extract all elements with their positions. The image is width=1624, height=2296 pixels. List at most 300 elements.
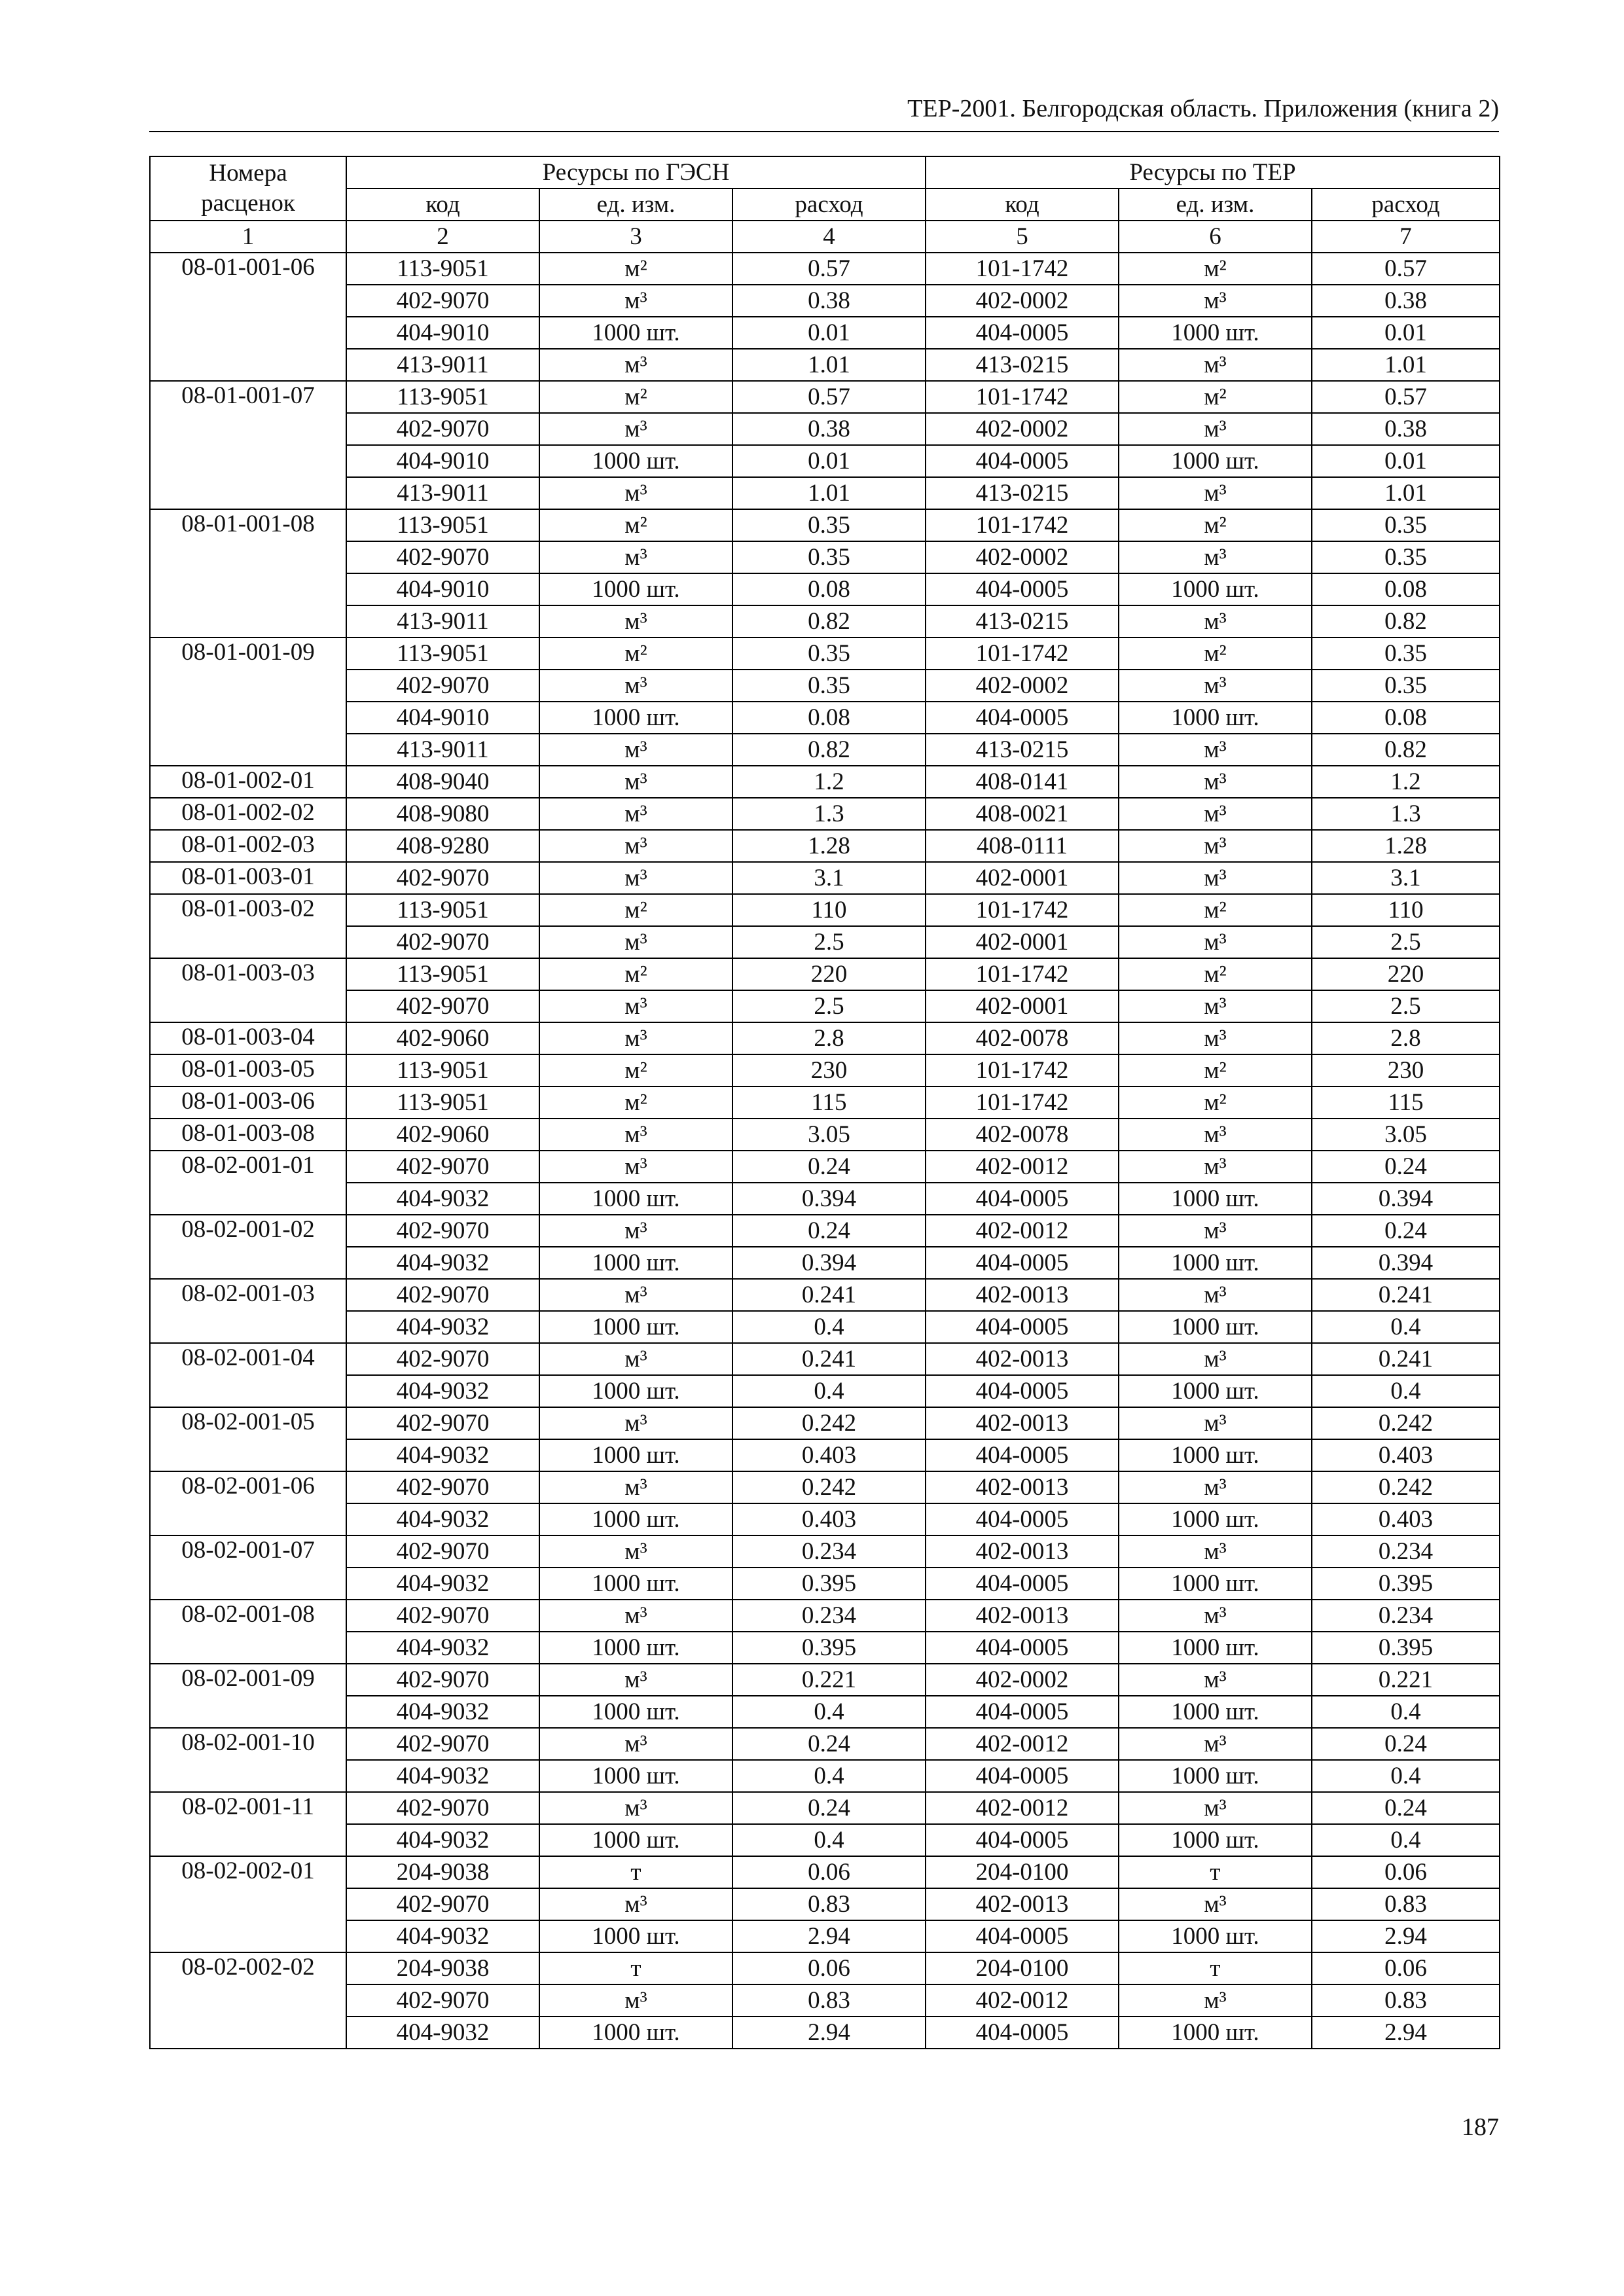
ter-amount-cell: 0.08 bbox=[1312, 573, 1500, 605]
gesn-unit-cell: м³ bbox=[539, 1984, 732, 2017]
ter-code-cell: 413-0215 bbox=[926, 734, 1119, 766]
header-col-number: 6 bbox=[1119, 221, 1312, 253]
table-row bbox=[150, 958, 1500, 990]
gesn-unit-cell: 1000 шт. bbox=[539, 1247, 732, 1279]
ter-unit-cell: м³ bbox=[1119, 798, 1312, 830]
gesn-amount-cell: 0.395 bbox=[732, 1568, 926, 1600]
gesn-amount-cell: 0.4 bbox=[732, 1760, 926, 1792]
gesn-unit-cell: 1000 шт. bbox=[539, 702, 732, 734]
gesn-unit-cell: м³ bbox=[539, 1279, 732, 1311]
ter-unit-cell: м² bbox=[1119, 894, 1312, 926]
gesn-code-cell: 402-9070 bbox=[346, 1600, 539, 1632]
ter-code-cell: 101-1742 bbox=[926, 253, 1119, 285]
gesn-amount-cell: 0.82 bbox=[732, 734, 926, 766]
gesn-amount-cell: 0.4 bbox=[732, 1696, 926, 1728]
ter-amount-cell: 2.94 bbox=[1312, 2017, 1500, 2049]
ter-amount-cell: 0.4 bbox=[1312, 1760, 1500, 1792]
gesn-unit-cell: 1000 шт. bbox=[539, 1824, 732, 1856]
rate-code-cell: 08-01-001-08 bbox=[150, 509, 346, 637]
header-ter-unit: ед. изм. bbox=[1119, 188, 1312, 221]
gesn-amount-cell: 0.06 bbox=[732, 1856, 926, 1888]
header-gesn-amount: расход bbox=[732, 188, 926, 221]
ter-unit-cell: м³ bbox=[1119, 541, 1312, 573]
ter-code-cell: 101-1742 bbox=[926, 637, 1119, 670]
ter-code-cell: 404-0005 bbox=[926, 1247, 1119, 1279]
ter-unit-cell: м³ bbox=[1119, 862, 1312, 894]
ter-amount-cell: 0.57 bbox=[1312, 253, 1500, 285]
rate-code-cell: 08-02-001-08 bbox=[150, 1600, 346, 1664]
ter-unit-cell: 1000 шт. bbox=[1119, 1632, 1312, 1664]
gesn-code-cell: 402-9070 bbox=[346, 862, 539, 894]
table-row bbox=[150, 285, 1500, 317]
ter-code-cell: 408-0141 bbox=[926, 766, 1119, 798]
table-row bbox=[150, 766, 1500, 798]
gesn-code-cell: 402-9070 bbox=[346, 1343, 539, 1375]
rate-code-cell: 08-01-003-01 bbox=[150, 862, 346, 894]
table-row bbox=[150, 702, 1500, 734]
table-row bbox=[150, 862, 1500, 894]
ter-code-cell: 404-0005 bbox=[926, 573, 1119, 605]
ter-amount-cell: 0.234 bbox=[1312, 1535, 1500, 1568]
ter-amount-cell: 0.06 bbox=[1312, 1952, 1500, 1984]
ter-code-cell: 404-0005 bbox=[926, 1696, 1119, 1728]
gesn-code-cell: 408-9040 bbox=[346, 766, 539, 798]
ter-unit-cell: м² bbox=[1119, 1054, 1312, 1086]
ter-code-cell: 402-0002 bbox=[926, 670, 1119, 702]
ter-unit-cell: м³ bbox=[1119, 605, 1312, 637]
gesn-unit-cell: м³ bbox=[539, 1471, 732, 1503]
gesn-unit-cell: 1000 шт. bbox=[539, 1311, 732, 1343]
table-row bbox=[150, 1856, 1500, 1888]
gesn-code-cell: 404-9032 bbox=[346, 1632, 539, 1664]
gesn-code-cell: 404-9032 bbox=[346, 1375, 539, 1407]
ter-unit-cell: м³ bbox=[1119, 1600, 1312, 1632]
ter-unit-cell: 1000 шт. bbox=[1119, 2017, 1312, 2049]
gesn-unit-cell: 1000 шт. bbox=[539, 1920, 732, 1952]
gesn-amount-cell: 0.234 bbox=[732, 1600, 926, 1632]
gesn-amount-cell: 0.24 bbox=[732, 1215, 926, 1247]
gesn-code-cell: 402-9070 bbox=[346, 1664, 539, 1696]
ter-amount-cell: 1.28 bbox=[1312, 830, 1500, 862]
gesn-amount-cell: 0.35 bbox=[732, 509, 926, 541]
gesn-amount-cell: 115 bbox=[732, 1086, 926, 1119]
ter-amount-cell: 0.35 bbox=[1312, 670, 1500, 702]
ter-unit-cell: т bbox=[1119, 1856, 1312, 1888]
ter-amount-cell: 3.05 bbox=[1312, 1119, 1500, 1151]
gesn-unit-cell: м³ bbox=[539, 926, 732, 958]
gesn-code-cell: 402-9070 bbox=[346, 1888, 539, 1920]
gesn-amount-cell: 1.01 bbox=[732, 477, 926, 509]
gesn-code-cell: 413-9011 bbox=[346, 605, 539, 637]
gesn-amount-cell: 0.57 bbox=[732, 381, 926, 413]
table-row bbox=[150, 1952, 1500, 1984]
ter-code-cell: 404-0005 bbox=[926, 1183, 1119, 1215]
ter-code-cell: 402-0001 bbox=[926, 990, 1119, 1022]
gesn-code-cell: 113-9051 bbox=[346, 637, 539, 670]
table-row bbox=[150, 1824, 1500, 1856]
ter-code-cell: 402-0013 bbox=[926, 1888, 1119, 1920]
ter-unit-cell: м³ bbox=[1119, 477, 1312, 509]
ter-code-cell: 101-1742 bbox=[926, 1054, 1119, 1086]
gesn-unit-cell: 1000 шт. bbox=[539, 1760, 732, 1792]
ter-code-cell: 204-0100 bbox=[926, 1952, 1119, 1984]
gesn-amount-cell: 0.01 bbox=[732, 317, 926, 349]
ter-code-cell: 404-0005 bbox=[926, 1311, 1119, 1343]
ter-code-cell: 408-0021 bbox=[926, 798, 1119, 830]
ter-amount-cell: 0.35 bbox=[1312, 509, 1500, 541]
table-row bbox=[150, 1760, 1500, 1792]
gesn-amount-cell: 0.57 bbox=[732, 253, 926, 285]
table-row bbox=[150, 1696, 1500, 1728]
gesn-unit-cell: м³ bbox=[539, 1600, 732, 1632]
ter-code-cell: 402-0012 bbox=[926, 1151, 1119, 1183]
ter-code-cell: 101-1742 bbox=[926, 1086, 1119, 1119]
ter-unit-cell: м² bbox=[1119, 637, 1312, 670]
ter-amount-cell: 2.5 bbox=[1312, 990, 1500, 1022]
ter-amount-cell: 0.4 bbox=[1312, 1311, 1500, 1343]
gesn-code-cell: 402-9070 bbox=[346, 1792, 539, 1824]
ter-unit-cell: м³ bbox=[1119, 670, 1312, 702]
ter-unit-cell: м³ bbox=[1119, 1119, 1312, 1151]
gesn-code-cell: 404-9032 bbox=[346, 1183, 539, 1215]
table-row bbox=[150, 1600, 1500, 1632]
gesn-amount-cell: 1.3 bbox=[732, 798, 926, 830]
table-row bbox=[150, 637, 1500, 670]
ter-amount-cell: 1.2 bbox=[1312, 766, 1500, 798]
rate-code-cell: 08-02-002-01 bbox=[150, 1856, 346, 1952]
table-row bbox=[150, 1375, 1500, 1407]
rate-code-cell: 08-01-003-05 bbox=[150, 1054, 346, 1086]
gesn-amount-cell: 0.35 bbox=[732, 637, 926, 670]
ter-code-cell: 101-1742 bbox=[926, 958, 1119, 990]
table-row bbox=[150, 1215, 1500, 1247]
gesn-unit-cell: м³ bbox=[539, 1119, 732, 1151]
gesn-amount-cell: 0.24 bbox=[732, 1728, 926, 1760]
ter-unit-cell: 1000 шт. bbox=[1119, 702, 1312, 734]
header-col-number: 1 bbox=[150, 221, 346, 253]
gesn-code-cell: 402-9060 bbox=[346, 1022, 539, 1054]
gesn-amount-cell: 0.4 bbox=[732, 1375, 926, 1407]
table-row bbox=[150, 349, 1500, 381]
ter-unit-cell: 1000 шт. bbox=[1119, 1311, 1312, 1343]
gesn-code-cell: 402-9070 bbox=[346, 1471, 539, 1503]
table-row bbox=[150, 926, 1500, 958]
gesn-amount-cell: 1.28 bbox=[732, 830, 926, 862]
gesn-amount-cell: 2.8 bbox=[732, 1022, 926, 1054]
rate-code-cell: 08-01-003-03 bbox=[150, 958, 346, 1022]
ter-code-cell: 404-0005 bbox=[926, 1439, 1119, 1471]
header-rate-numbers: Номера расценок bbox=[150, 156, 346, 221]
gesn-amount-cell: 2.5 bbox=[732, 926, 926, 958]
ter-amount-cell: 2.5 bbox=[1312, 926, 1500, 958]
ter-unit-cell: м² bbox=[1119, 253, 1312, 285]
gesn-unit-cell: м² bbox=[539, 381, 732, 413]
ter-unit-cell: 1000 шт. bbox=[1119, 573, 1312, 605]
ter-unit-cell: м² bbox=[1119, 1086, 1312, 1119]
header-ter-amount: расход bbox=[1312, 188, 1500, 221]
table-row bbox=[150, 894, 1500, 926]
rate-code-cell: 08-02-001-09 bbox=[150, 1664, 346, 1728]
table-row bbox=[150, 381, 1500, 413]
ter-amount-cell: 0.4 bbox=[1312, 1824, 1500, 1856]
gesn-code-cell: 413-9011 bbox=[346, 477, 539, 509]
gesn-code-cell: 402-9070 bbox=[346, 1407, 539, 1439]
ter-unit-cell: м³ bbox=[1119, 1343, 1312, 1375]
table-row bbox=[150, 1086, 1500, 1119]
table-row bbox=[150, 1054, 1500, 1086]
ter-unit-cell: 1000 шт. bbox=[1119, 1696, 1312, 1728]
gesn-unit-cell: м³ bbox=[539, 349, 732, 381]
ter-code-cell: 402-0013 bbox=[926, 1535, 1119, 1568]
gesn-amount-cell: 3.05 bbox=[732, 1119, 926, 1151]
gesn-code-cell: 402-9060 bbox=[346, 1119, 539, 1151]
gesn-unit-cell: м² bbox=[539, 509, 732, 541]
gesn-amount-cell: 1.2 bbox=[732, 766, 926, 798]
table-row bbox=[150, 1343, 1500, 1375]
table-row bbox=[150, 1183, 1500, 1215]
gesn-unit-cell: м² bbox=[539, 958, 732, 990]
table-row bbox=[150, 798, 1500, 830]
gesn-code-cell: 408-9080 bbox=[346, 798, 539, 830]
gesn-unit-cell: м² bbox=[539, 1054, 732, 1086]
gesn-code-cell: 404-9032 bbox=[346, 1824, 539, 1856]
gesn-amount-cell: 0.24 bbox=[732, 1792, 926, 1824]
ter-amount-cell: 0.242 bbox=[1312, 1407, 1500, 1439]
ter-unit-cell: м³ bbox=[1119, 766, 1312, 798]
gesn-code-cell: 402-9070 bbox=[346, 1151, 539, 1183]
ter-code-cell: 101-1742 bbox=[926, 894, 1119, 926]
gesn-amount-cell: 0.241 bbox=[732, 1343, 926, 1375]
gesn-code-cell: 402-9070 bbox=[346, 285, 539, 317]
ter-amount-cell: 1.01 bbox=[1312, 477, 1500, 509]
table-row bbox=[150, 1728, 1500, 1760]
table-row bbox=[150, 1439, 1500, 1471]
table-row bbox=[150, 445, 1500, 477]
ter-code-cell: 402-0013 bbox=[926, 1600, 1119, 1632]
ter-amount-cell: 110 bbox=[1312, 894, 1500, 926]
ter-code-cell: 404-0005 bbox=[926, 317, 1119, 349]
header-col-number: 5 bbox=[926, 221, 1119, 253]
ter-unit-cell: м³ bbox=[1119, 285, 1312, 317]
gesn-unit-cell: 1000 шт. bbox=[539, 1503, 732, 1535]
gesn-amount-cell: 110 bbox=[732, 894, 926, 926]
ter-unit-cell: м³ bbox=[1119, 926, 1312, 958]
gesn-code-cell: 113-9051 bbox=[346, 1086, 539, 1119]
table-row bbox=[150, 253, 1500, 285]
gesn-amount-cell: 0.08 bbox=[732, 702, 926, 734]
ter-code-cell: 402-0078 bbox=[926, 1119, 1119, 1151]
gesn-code-cell: 404-9010 bbox=[346, 445, 539, 477]
gesn-unit-cell: м³ bbox=[539, 477, 732, 509]
ter-unit-cell: м² bbox=[1119, 958, 1312, 990]
gesn-amount-cell: 3.1 bbox=[732, 862, 926, 894]
ter-unit-cell: м³ bbox=[1119, 1984, 1312, 2017]
ter-unit-cell: 1000 шт. bbox=[1119, 1247, 1312, 1279]
ter-code-cell: 402-0002 bbox=[926, 413, 1119, 445]
ter-code-cell: 402-0012 bbox=[926, 1792, 1119, 1824]
gesn-code-cell: 113-9051 bbox=[346, 509, 539, 541]
ter-unit-cell: м³ bbox=[1119, 1664, 1312, 1696]
ter-amount-cell: 1.01 bbox=[1312, 349, 1500, 381]
ter-amount-cell: 0.57 bbox=[1312, 381, 1500, 413]
ter-amount-cell: 0.24 bbox=[1312, 1728, 1500, 1760]
ter-unit-cell: 1000 шт. bbox=[1119, 445, 1312, 477]
ter-code-cell: 101-1742 bbox=[926, 381, 1119, 413]
ter-code-cell: 402-0002 bbox=[926, 285, 1119, 317]
gesn-unit-cell: т bbox=[539, 1952, 732, 1984]
page-number: 187 bbox=[1462, 2113, 1499, 2141]
gesn-unit-cell: 1000 шт. bbox=[539, 1439, 732, 1471]
header-gesn-code: код bbox=[346, 188, 539, 221]
ter-code-cell: 404-0005 bbox=[926, 1632, 1119, 1664]
table-row bbox=[150, 1503, 1500, 1535]
ter-amount-cell: 0.395 bbox=[1312, 1568, 1500, 1600]
ter-amount-cell: 0.24 bbox=[1312, 1151, 1500, 1183]
gesn-unit-cell: м³ bbox=[539, 990, 732, 1022]
ter-code-cell: 402-0002 bbox=[926, 1664, 1119, 1696]
gesn-amount-cell: 0.4 bbox=[732, 1824, 926, 1856]
ter-amount-cell: 0.403 bbox=[1312, 1503, 1500, 1535]
running-header bbox=[149, 93, 1499, 132]
gesn-code-cell: 404-9032 bbox=[346, 2017, 539, 2049]
gesn-code-cell: 402-9070 bbox=[346, 1984, 539, 2017]
ter-code-cell: 404-0005 bbox=[926, 2017, 1119, 2049]
rate-code-cell: 08-02-001-05 bbox=[150, 1407, 346, 1471]
rate-code-cell: 08-01-003-08 bbox=[150, 1119, 346, 1151]
table-row bbox=[150, 509, 1500, 541]
table-row bbox=[150, 1984, 1500, 2017]
gesn-unit-cell: м³ bbox=[539, 605, 732, 637]
gesn-unit-cell: 1000 шт. bbox=[539, 445, 732, 477]
gesn-unit-cell: м³ bbox=[539, 1343, 732, 1375]
rate-code-cell: 08-01-003-06 bbox=[150, 1086, 346, 1119]
gesn-amount-cell: 0.35 bbox=[732, 541, 926, 573]
gesn-amount-cell: 0.242 bbox=[732, 1407, 926, 1439]
ter-unit-cell: м³ bbox=[1119, 1279, 1312, 1311]
gesn-code-cell: 113-9051 bbox=[346, 1054, 539, 1086]
table-body bbox=[150, 253, 1500, 2049]
header-row-columns bbox=[150, 188, 1500, 221]
ter-code-cell: 404-0005 bbox=[926, 1760, 1119, 1792]
ter-amount-cell: 0.394 bbox=[1312, 1247, 1500, 1279]
header-col-number: 2 bbox=[346, 221, 539, 253]
ter-amount-cell: 0.242 bbox=[1312, 1471, 1500, 1503]
ter-code-cell: 402-0013 bbox=[926, 1471, 1119, 1503]
header-row-numbers bbox=[150, 221, 1500, 253]
gesn-unit-cell: м³ bbox=[539, 413, 732, 445]
ter-amount-cell: 1.3 bbox=[1312, 798, 1500, 830]
gesn-code-cell: 402-9070 bbox=[346, 1279, 539, 1311]
ter-unit-cell: м³ bbox=[1119, 1888, 1312, 1920]
gesn-unit-cell: м³ bbox=[539, 1215, 732, 1247]
gesn-unit-cell: м³ bbox=[539, 1022, 732, 1054]
gesn-amount-cell: 0.38 bbox=[732, 285, 926, 317]
gesn-unit-cell: м³ bbox=[539, 1151, 732, 1183]
ter-unit-cell: 1000 шт. bbox=[1119, 1375, 1312, 1407]
header-col-number: 7 bbox=[1312, 221, 1500, 253]
ter-code-cell: 413-0215 bbox=[926, 605, 1119, 637]
gesn-amount-cell: 230 bbox=[732, 1054, 926, 1086]
gesn-unit-cell: 1000 шт. bbox=[539, 1632, 732, 1664]
ter-code-cell: 402-0001 bbox=[926, 862, 1119, 894]
ter-unit-cell: м² bbox=[1119, 381, 1312, 413]
gesn-code-cell: 404-9032 bbox=[346, 1311, 539, 1343]
ter-unit-cell: м³ bbox=[1119, 1471, 1312, 1503]
ter-code-cell: 204-0100 bbox=[926, 1856, 1119, 1888]
rate-code-cell: 08-02-001-11 bbox=[150, 1792, 346, 1856]
table-row bbox=[150, 670, 1500, 702]
table-row bbox=[150, 541, 1500, 573]
gesn-unit-cell: 1000 шт. bbox=[539, 573, 732, 605]
ter-code-cell: 413-0215 bbox=[926, 477, 1119, 509]
ter-amount-cell: 0.221 bbox=[1312, 1664, 1500, 1696]
ter-unit-cell: м³ bbox=[1119, 1792, 1312, 1824]
ter-unit-cell: м³ bbox=[1119, 734, 1312, 766]
resources-table bbox=[149, 156, 1500, 2049]
ter-amount-cell: 0.38 bbox=[1312, 285, 1500, 317]
ter-unit-cell: 1000 шт. bbox=[1119, 1760, 1312, 1792]
gesn-code-cell: 404-9010 bbox=[346, 573, 539, 605]
header-group-gesn: Ресурсы по ГЭСН bbox=[346, 156, 926, 188]
table-row bbox=[150, 317, 1500, 349]
ter-code-cell: 402-0012 bbox=[926, 1984, 1119, 2017]
rate-code-cell: 08-02-001-04 bbox=[150, 1343, 346, 1407]
ter-unit-cell: 1000 шт. bbox=[1119, 1920, 1312, 1952]
ter-unit-cell: м³ bbox=[1119, 413, 1312, 445]
gesn-amount-cell: 1.01 bbox=[732, 349, 926, 381]
ter-code-cell: 404-0005 bbox=[926, 702, 1119, 734]
ter-unit-cell: м³ bbox=[1119, 1407, 1312, 1439]
gesn-amount-cell: 0.394 bbox=[732, 1247, 926, 1279]
gesn-code-cell: 113-9051 bbox=[346, 381, 539, 413]
table-row bbox=[150, 2017, 1500, 2049]
gesn-code-cell: 413-9011 bbox=[346, 349, 539, 381]
table-row bbox=[150, 1792, 1500, 1824]
ter-amount-cell: 0.82 bbox=[1312, 734, 1500, 766]
table-row bbox=[150, 830, 1500, 862]
gesn-code-cell: 113-9051 bbox=[346, 894, 539, 926]
gesn-code-cell: 402-9070 bbox=[346, 413, 539, 445]
gesn-unit-cell: м³ bbox=[539, 670, 732, 702]
header-group-ter: Ресурсы по ТЕР bbox=[926, 156, 1500, 188]
rate-code-cell: 08-01-001-07 bbox=[150, 381, 346, 509]
table-row bbox=[150, 1920, 1500, 1952]
ter-amount-cell: 0.82 bbox=[1312, 605, 1500, 637]
gesn-code-cell: 404-9010 bbox=[346, 317, 539, 349]
gesn-amount-cell: 0.394 bbox=[732, 1183, 926, 1215]
table-row bbox=[150, 1471, 1500, 1503]
ter-amount-cell: 0.4 bbox=[1312, 1696, 1500, 1728]
gesn-code-cell: 404-9032 bbox=[346, 1920, 539, 1952]
ter-code-cell: 402-0013 bbox=[926, 1343, 1119, 1375]
ter-amount-cell: 0.83 bbox=[1312, 1984, 1500, 2017]
ter-unit-cell: м³ bbox=[1119, 1728, 1312, 1760]
gesn-unit-cell: м³ bbox=[539, 285, 732, 317]
gesn-unit-cell: м³ bbox=[539, 1407, 732, 1439]
table-row bbox=[150, 734, 1500, 766]
gesn-amount-cell: 0.234 bbox=[732, 1535, 926, 1568]
rate-code-cell: 08-01-003-02 bbox=[150, 894, 346, 958]
table-row bbox=[150, 1311, 1500, 1343]
gesn-amount-cell: 0.01 bbox=[732, 445, 926, 477]
table-row bbox=[150, 1247, 1500, 1279]
gesn-unit-cell: м³ bbox=[539, 541, 732, 573]
gesn-amount-cell: 0.403 bbox=[732, 1503, 926, 1535]
ter-unit-cell: 1000 шт. bbox=[1119, 1824, 1312, 1856]
gesn-unit-cell: м³ bbox=[539, 766, 732, 798]
gesn-amount-cell: 0.38 bbox=[732, 413, 926, 445]
gesn-amount-cell: 0.4 bbox=[732, 1311, 926, 1343]
